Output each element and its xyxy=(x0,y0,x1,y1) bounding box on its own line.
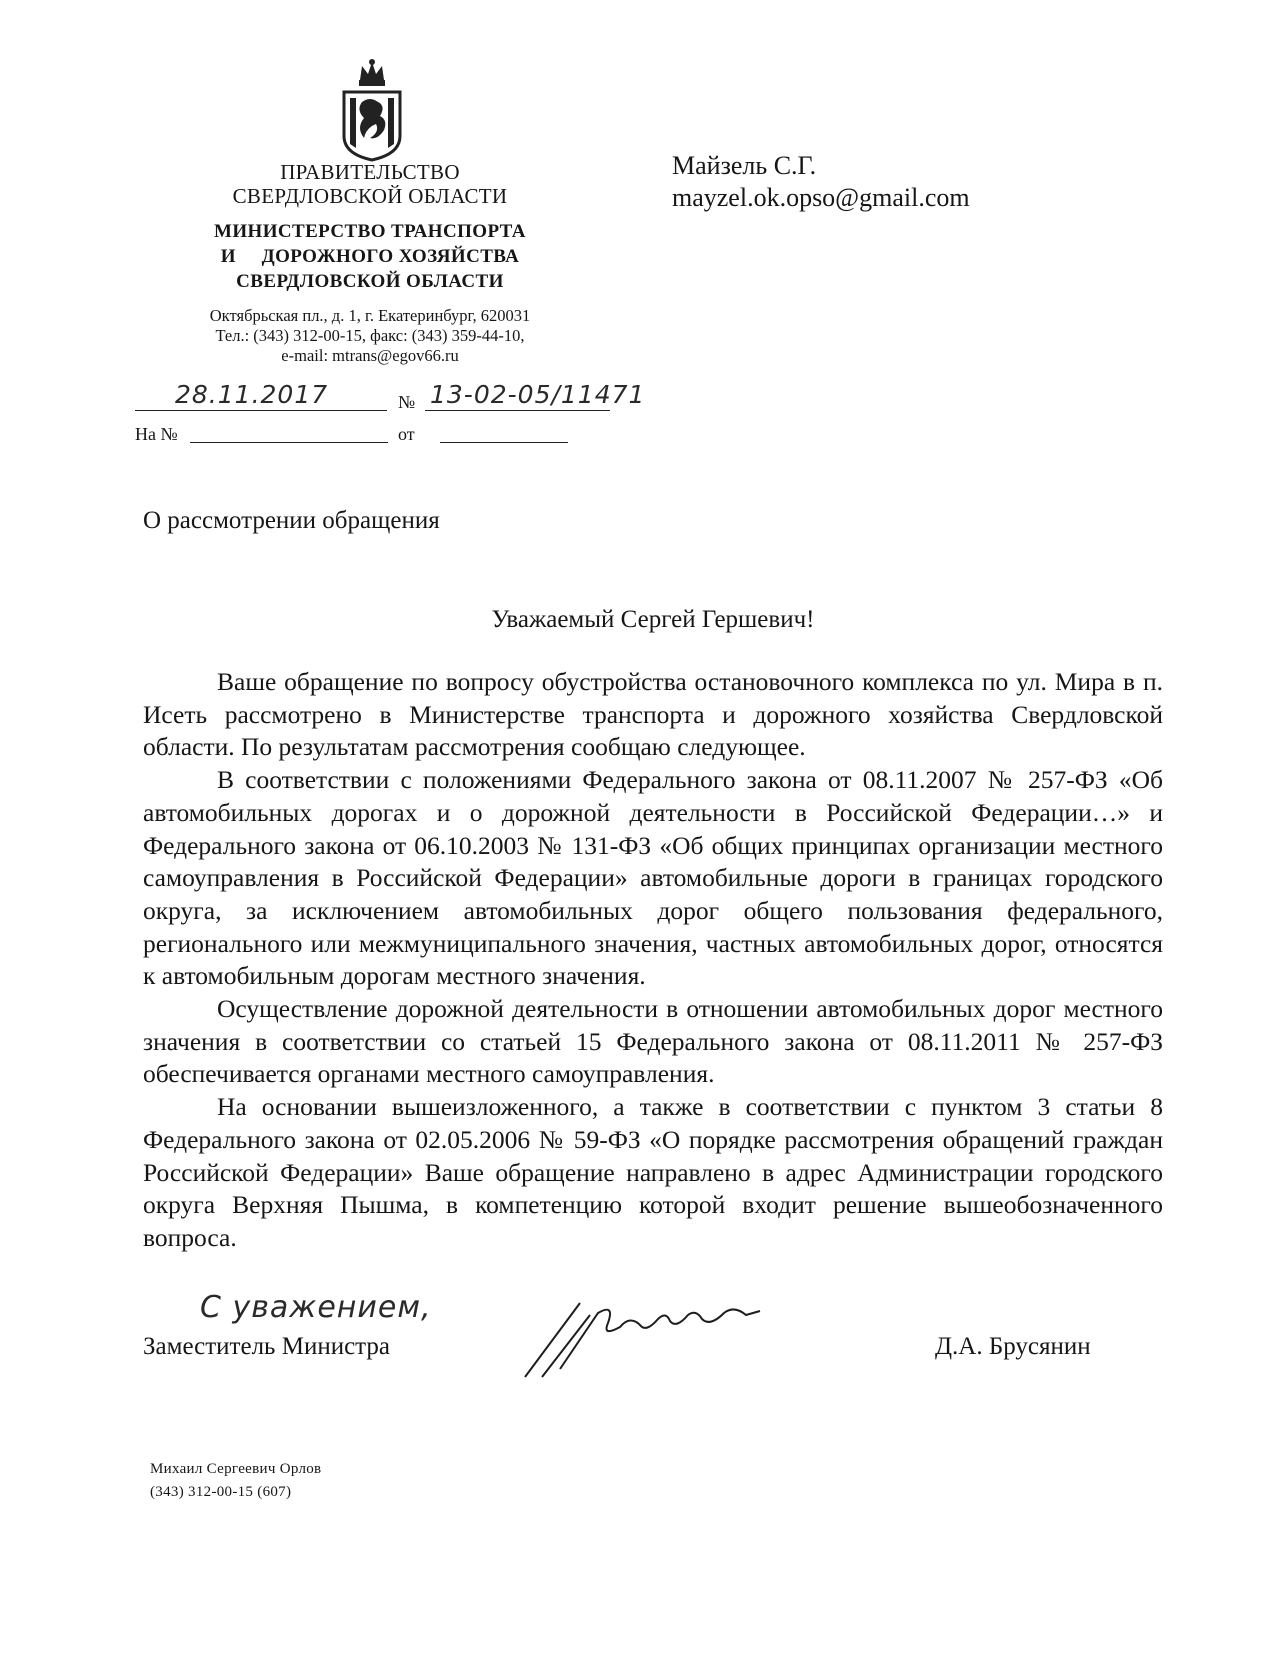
letter-subject: О рассмотрении обращения xyxy=(143,507,440,534)
date-underline xyxy=(135,410,387,411)
number-underline xyxy=(425,410,610,411)
from-label: от xyxy=(398,424,415,444)
body-paragraph-4: На основании вышеизложенного, а также в соответствии с пунктом 3 статьи 8 Федерального закона от 02.05.2006 № 59-ФЗ «О порядке рассмотрения обращений граждан Российской Федерации» Ваше обращение направлено в адрес Администрации городского округа Верхняя Пышма, в компетенцию которой входит решение вышеобозначенного вопроса. xyxy=(143,1092,1163,1252)
letter-greeting: Уважаемый Сергей Гершевич! xyxy=(491,606,815,633)
reference-underline xyxy=(190,442,388,443)
government-name: ПРАВИТЕЛЬСТВО xyxy=(280,160,460,184)
body-paragraph-2: В соответствии с положениями Федерального закона от 08.11.2007 № 257-ФЗ «Об автомобильных дорогах и о дорожной деятельности в Российской Федерации…» и Федерального закона от 06.10.2003 № 131-ФЗ «Об общих принципах организации местного самоуправления в Российской Федерации» автомобильные дороги в границах городского округа, за исключением автомобильных дорог общего пользования федерального, регионального или межмуниципального значения, частных автомобильных дорог, относятся к автомобильным дорогам местного значения. xyxy=(143,765,1163,991)
recipient-name: Майзель С.Г. xyxy=(672,151,817,180)
executor-name: Михаил Сергеевич Орлов xyxy=(150,1461,322,1477)
signatory-position: Заместитель Министра xyxy=(143,1333,390,1360)
ministry-phone: Тел.: (343) 312-00-15, факс: (343) 359-44-10, xyxy=(215,326,525,345)
number-label: № xyxy=(398,392,416,412)
executor-phone: (343) 312-00-15 (607) xyxy=(150,1484,292,1500)
letter-body xyxy=(143,666,1163,1255)
registration-number: 13-02-05/11471 xyxy=(430,380,646,409)
ministry-name-line1: МИНИСТЕРСТВО ТРАНСПОРТА xyxy=(214,221,526,242)
handwritten-regards: С уважением, xyxy=(200,1290,432,1325)
ministry-name-line2: И ДОРОЖНОГО ХОЗЯЙСТВА xyxy=(220,246,520,267)
registration-date: 28.11.2017 xyxy=(175,380,329,409)
body-paragraph-3: Осуществление дорожной деятельности в отношении автомобильных дорог местного значения в соответствии со статьей 15 Федерального закона от 08.11.2011 № 257-ФЗ обеспечивается органами местного самоуправления. xyxy=(143,994,1163,1089)
ministry-address: Октябрьская пл., д. 1, г. Екатеринбург, 620031 xyxy=(209,306,531,325)
reference-label: На № xyxy=(135,424,178,444)
body-paragraph-1: Ваше обращение по вопросу обустройства остановочного комплекса по ул. Мира в п. Исеть рассмотрено в Министерстве транспорта и дорожного хозяйства Свердловской области. По результатам рассмотрения сообщаю следующее. xyxy=(143,667,1163,762)
coat-of-arms-emblem xyxy=(340,58,404,162)
from-underline xyxy=(440,442,568,443)
signatory-name: Д.А. Брусянин xyxy=(935,1333,1091,1360)
recipient-email: mayzel.ok.opso@gmail.com xyxy=(672,183,970,212)
signature-mark xyxy=(520,1285,770,1385)
ministry-email: e-mail: mtrans@egov66.ru xyxy=(281,346,459,365)
ministry-name-line3: СВЕРДЛОВСКОЙ ОБЛАСТИ xyxy=(236,271,504,292)
government-region: СВЕРДЛОВСКОЙ ОБЛАСТИ xyxy=(232,184,508,208)
